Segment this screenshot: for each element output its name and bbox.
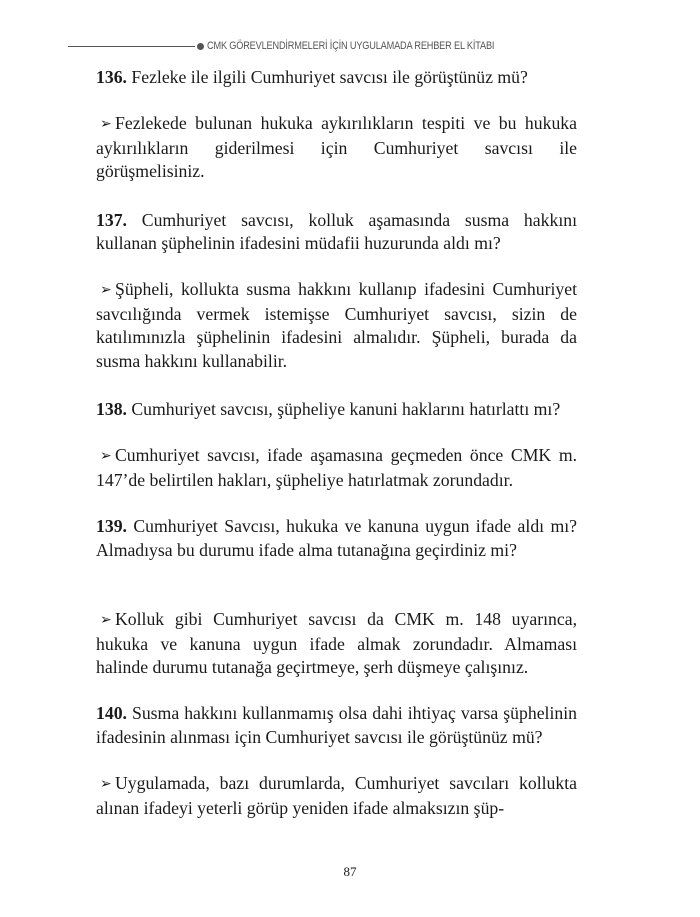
arrow-bullet-icon: ➢	[100, 612, 112, 629]
question-number: 137.	[96, 209, 127, 230]
answer-136	[96, 112, 577, 183]
arrow-bullet-icon: ➢	[100, 776, 112, 793]
running-header	[68, 36, 590, 56]
question-text: Cumhuriyet savcısı, şüpheliye kanuni haklarını hatırlattı mı?	[126, 399, 561, 420]
header-bullet-dot	[197, 43, 204, 50]
answer-text: Cumhuriyet savcısı, ifade aşamasına geçmeden önce CMK m. 147’de belirtilen hakları, şüpheliye hatırlatmak zorundadır.	[96, 445, 577, 490]
question-text: Cumhuriyet Savcısı, hukuka ve kanuna uygun ifade aldı mı? Almadıysa bu durumu ifade alma tutanağına geçirdiniz mi?	[96, 516, 577, 560]
question-136	[96, 66, 577, 89]
question-text: Cumhuriyet savcısı, kolluk aşamasında susma hakkını kullanan şüphelinin ifadesini müdafii huzurunda aldı mı?	[96, 209, 577, 254]
answer-140	[96, 772, 577, 820]
answer-138	[96, 444, 577, 492]
question-137	[96, 209, 577, 256]
question-number: 140.	[96, 703, 127, 724]
header-title: CMK GÖREVLENDİRMELERİ İÇİN UYGULAMADA REHBER EL KİTABI	[207, 40, 495, 52]
question-140	[96, 702, 577, 749]
question-number: 138.	[96, 399, 127, 420]
page-body	[96, 66, 577, 820]
answer-text: Şüpheli, kollukta susma hakkını kullanıp ifadesini Cumhuriyet savcılığında vermek istemişse Cumhuriyet savcısı, sizin de katılımınızla şüphelinin ifadesini almalıdır. Şüpheli, burada da susma hakkını kullanabilir.	[96, 279, 577, 371]
question-number: 136.	[96, 67, 127, 87]
question-text: Susma hakkını kullanmamış olsa dahi ihtiyaç varsa şüphelinin ifadesinin alınması için Cumhuriyet savcısı ile görüştünüz mü?	[96, 703, 577, 747]
page-number: 87	[343, 864, 357, 879]
arrow-bullet-icon: ➢	[100, 448, 112, 465]
answer-139	[96, 608, 577, 679]
header-rule	[68, 46, 195, 47]
answer-text: Fezlekede bulunan hukuka aykırılıkların tespiti ve bu hukuka aykırılıkların giderilmesi için Cumhuriyet savcısı ile görüşmelisiniz.	[96, 113, 577, 182]
question-number: 139.	[96, 516, 127, 537]
question-text: Fezleke ile ilgili Cumhuriyet savcısı ile görüştünüz mü?	[126, 67, 528, 87]
arrow-bullet-icon: ➢	[100, 282, 112, 299]
question-139	[96, 515, 577, 562]
answer-text: Kolluk gibi Cumhuriyet savcısı da CMK m. 148 uyarınca, hukuka ve kanuna uygun ifade almak zorundadır. Almaması halinde durumu tutanağa geçirtmeye, şerh düşmeye çalışınız.	[96, 609, 577, 677]
answer-137	[96, 278, 577, 373]
arrow-bullet-icon: ➢	[100, 116, 112, 133]
question-138	[96, 398, 577, 421]
answer-text: Uygulamada, bazı durumlarda, Cumhuriyet savcıları kollukta alınan ifadeyi yeterli görüp yeniden ifade almaksızın şüp-	[96, 773, 577, 818]
